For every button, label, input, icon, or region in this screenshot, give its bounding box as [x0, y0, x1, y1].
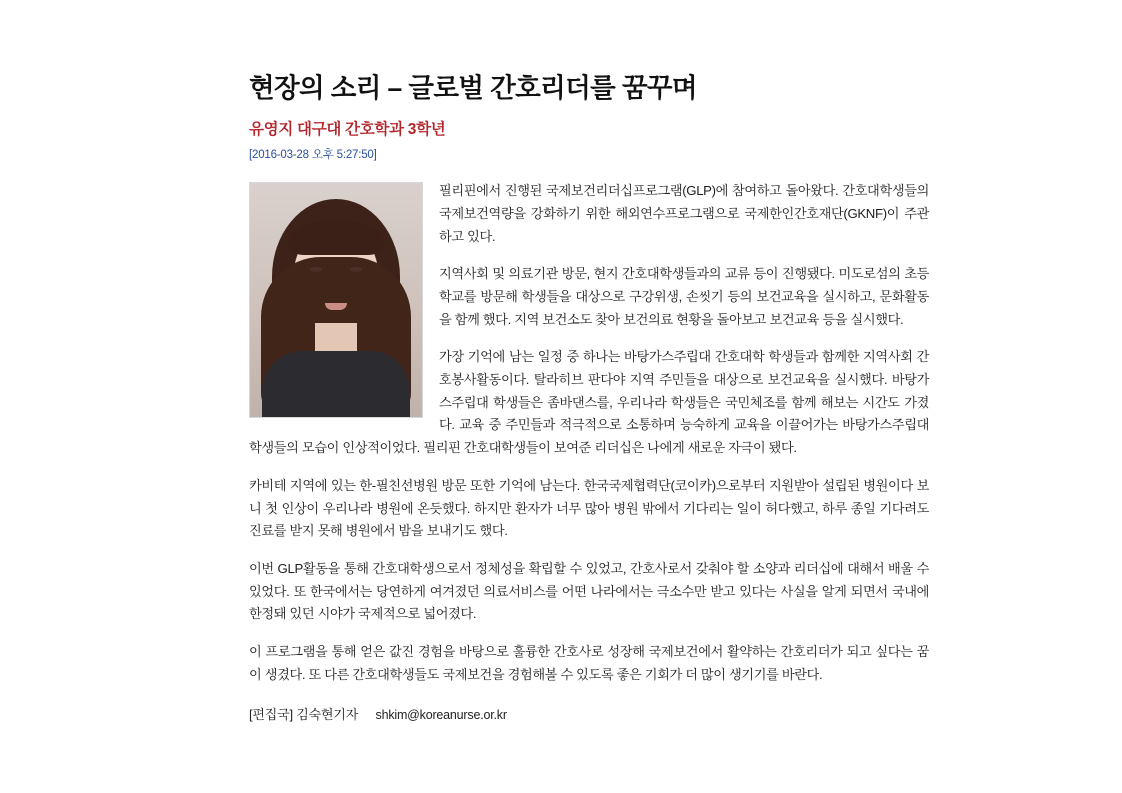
- article-paragraph: 지역사회 및 의료기관 방문, 현지 간호대학생들과의 교류 등이 진행됐다. 미도로섬의 초등학교를 방문해 학생들을 대상으로 구강위생, 손씻기 등의 보건교육을 실시하고, 문화활동을 함께 했다. 지역 보건소도 찾아 보건의료 현황을 돌아보고 보건교육 등을 실시했다.: [439, 266, 929, 327]
- article-paragraph: 카비테 지역에 있는 한-필친선병원 방문 또한 기억에 남는다. 한국국제협력단(코이카)으로부터 지원받아 설립된 병원이다 보니 첫 인상이 우리나라 병원에 온듯했다. 하지만 환자가 너무 많아 병원 밖에서 기다리는 일이 허다했고, 하루 종일 기다려도 진료를 받지 못해 병원에서 밤을 보내기도 했다.: [249, 477, 929, 539]
- editor-email[interactable]: shkim@koreanurse.or.kr: [375, 708, 507, 722]
- photo-torso: [262, 351, 410, 418]
- article-photo: [249, 182, 423, 418]
- article-timestamp: [2016-03-28 오후 5:27:50]: [249, 149, 377, 162]
- article-paragraph: 이번 GLP활동을 통해 간호대학생으로서 정체성을 확립할 수 있었고, 간호사로서 갖춰야 할 소양과 리더십에 대해서 배울 수 있었다. 또 한국에서는 당연하게 여겨졌던 의료서비스를 어떤 나라에서는 극소수만 받고 있다는 사실을 알게 되면서 국내에 한정돼 있던 시야가 국제적으로 넓어졌다.: [249, 560, 929, 622]
- page-title: 현장의 소리 – 글로벌 간호리더를 꿈꾸며: [249, 73, 697, 103]
- article-body: [249, 180, 929, 686]
- article-container: [249, 72, 929, 686]
- article-paragraph: 필리핀에서 진행된 국제보건리더십프로그램(GLP)에 참여하고 돌아왔다. 간호대학생들의 국제보건역량을 강화하기 위한 해외연수프로그램으로 국제한인간호재단(GKNF)이 주관하고 있다.: [439, 183, 929, 244]
- photo-fringe: [288, 221, 384, 255]
- article-paragraph: 가장 기억에 남는 일정 중 하나는 바탕가스주립대 간호대학 학생들과 함께한 지역사회 간호봉사활동이다. 탈라히브 판다야 지역 주민들을 대상으로 보건교육을 실시했다. 바탕가스주립대 학생들은 좀바댄스를, 우리나라 학생들은 국민체조를 함께 해보는 시간도 가졌다. 교육 중 주민들과 적극적으로 소통하며 능숙하게 교육을 이끌어가는 바탕가스주립대 학생들의 모습이 인상적이었다. 필리핀 간호대학생들이 보여준 리더십은 나에게 새로운 자극이 됐다.: [249, 349, 929, 456]
- article-byline: 유영지 대구대 간호학과 3학년: [249, 121, 446, 139]
- article-paragraph: 이 프로그램을 통해 얻은 값진 경험을 바탕으로 훌륭한 간호사로 성장해 국제보건에서 활약하는 간호리더가 되고 싶다는 꿈이 생겼다. 또 다른 간호대학생들도 국제보건을 경험해볼 수 있도록 좋은 기회가 더 많이 생기기를 바란다.: [249, 644, 929, 682]
- editor-name: [편집국] 김숙현기자: [249, 707, 359, 722]
- editor-credit: [249, 704, 507, 723]
